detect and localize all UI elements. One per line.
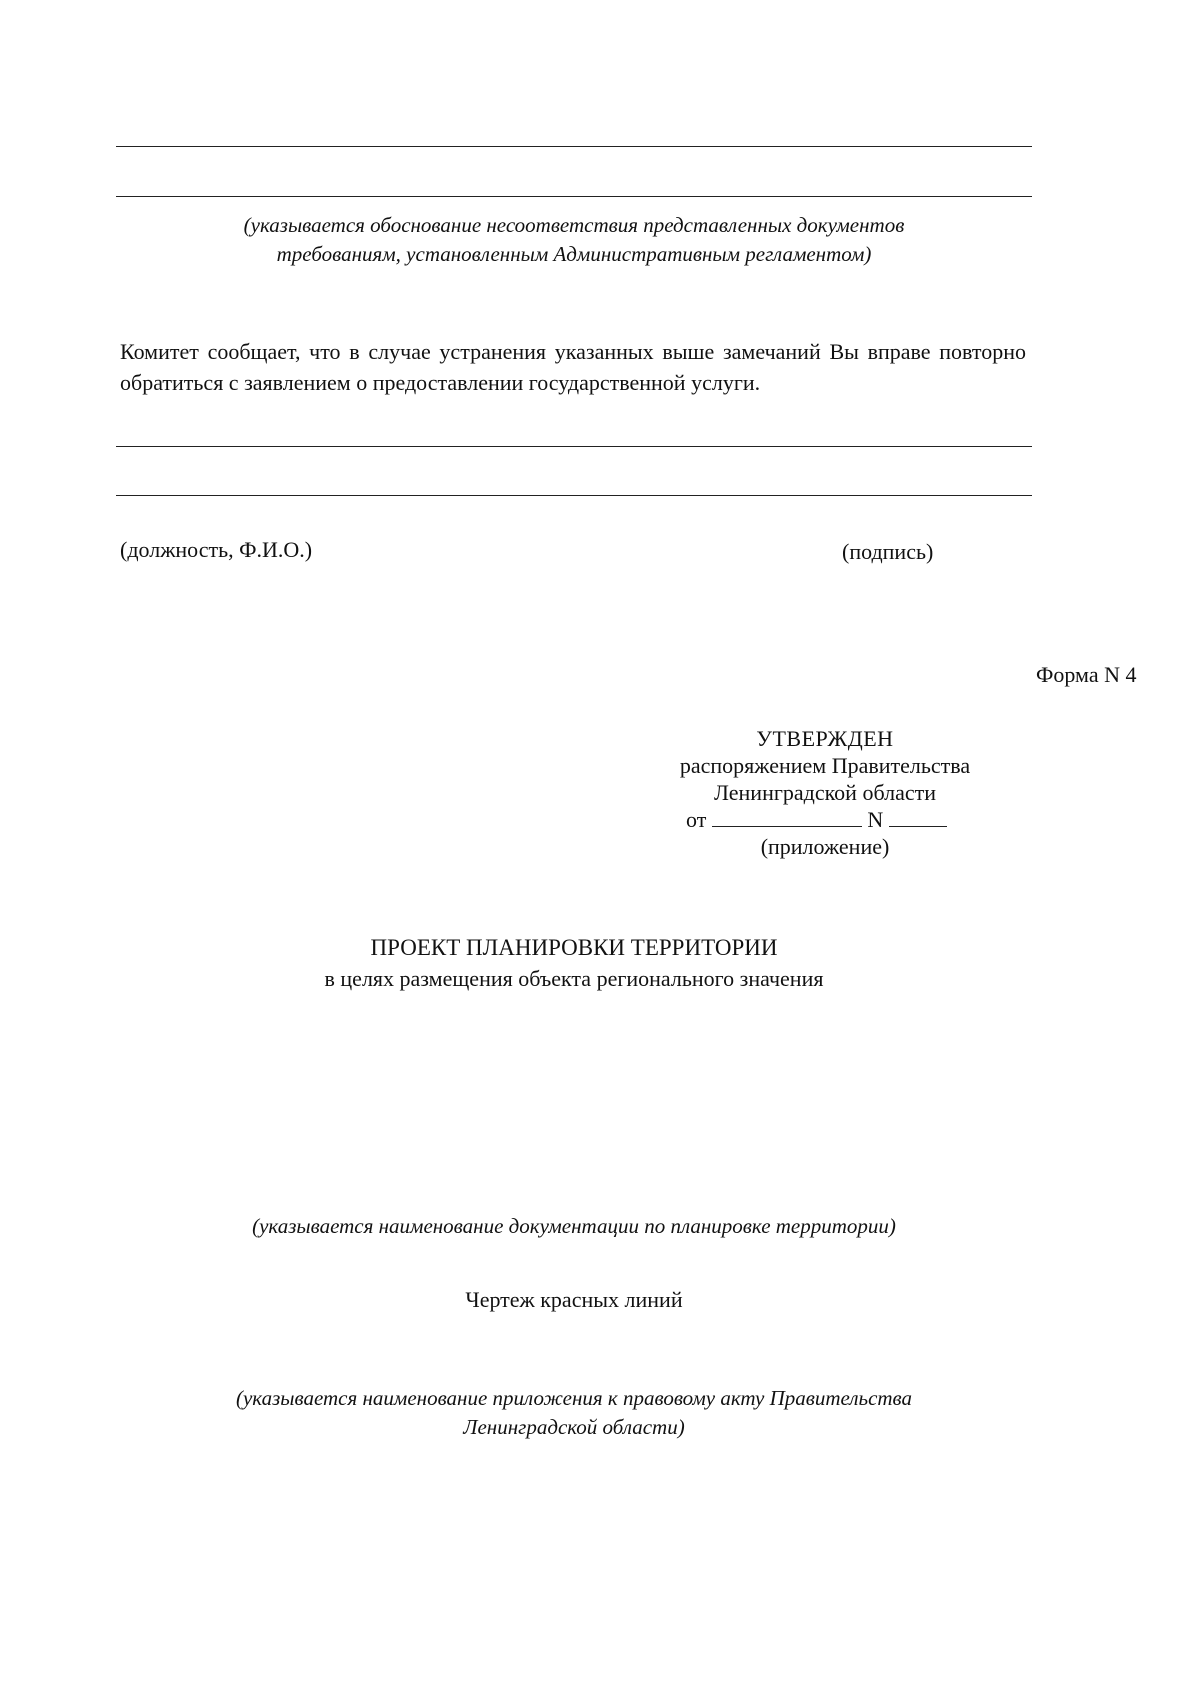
reason-caption-line-1: (указывается обоснование несоответствия представленных документов <box>243 213 905 237</box>
drawing-name: Чертеж красных линий <box>465 1287 683 1312</box>
position-caption: (должность, Ф.И.О.) <box>120 537 313 562</box>
form-number: Форма N 4 <box>1036 662 1137 687</box>
reason-line-1 <box>116 146 1032 147</box>
approval-line-1: распоряжением Правительства <box>679 753 971 778</box>
appendix-caption-line-2: Ленинградской области) <box>463 1415 685 1439</box>
approval-number-blank <box>889 806 947 827</box>
document-title: ПРОЕКТ ПЛАНИРОВКИ ТЕРРИТОРИИ <box>370 935 778 960</box>
appendix-caption-line-1: (указывается наименование приложения к правовому акту Правительства <box>235 1386 913 1410</box>
document-subtitle: в целях размещения объекта регионального значения <box>324 966 824 991</box>
doc-name-caption: (указывается наименование документации по планировке территории) <box>252 1214 896 1238</box>
approval-appendix: (приложение) <box>760 834 890 859</box>
approval-date-prefix: от <box>686 807 707 832</box>
approval-number-prefix: N <box>867 807 884 832</box>
signatory-line-1 <box>116 446 1032 447</box>
signatory-line-2 <box>116 495 1032 496</box>
approval-heading: УТВЕРЖДЕН <box>756 726 894 751</box>
reason-caption-line-2: требованиям, установленным Административным регламентом) <box>276 242 872 266</box>
signature-caption: (подпись) <box>842 539 934 564</box>
approval-date-number-line <box>686 805 947 834</box>
approval-date-blank <box>712 806 862 827</box>
committee-notice: Комитет сообщает, что в случае устранения указанных выше замечаний Вы вправе повторно обратиться с заявлением о предоставлении государственной услуги. <box>120 339 1026 395</box>
reason-line-2 <box>116 196 1032 197</box>
approval-line-2: Ленинградской области <box>714 780 936 805</box>
